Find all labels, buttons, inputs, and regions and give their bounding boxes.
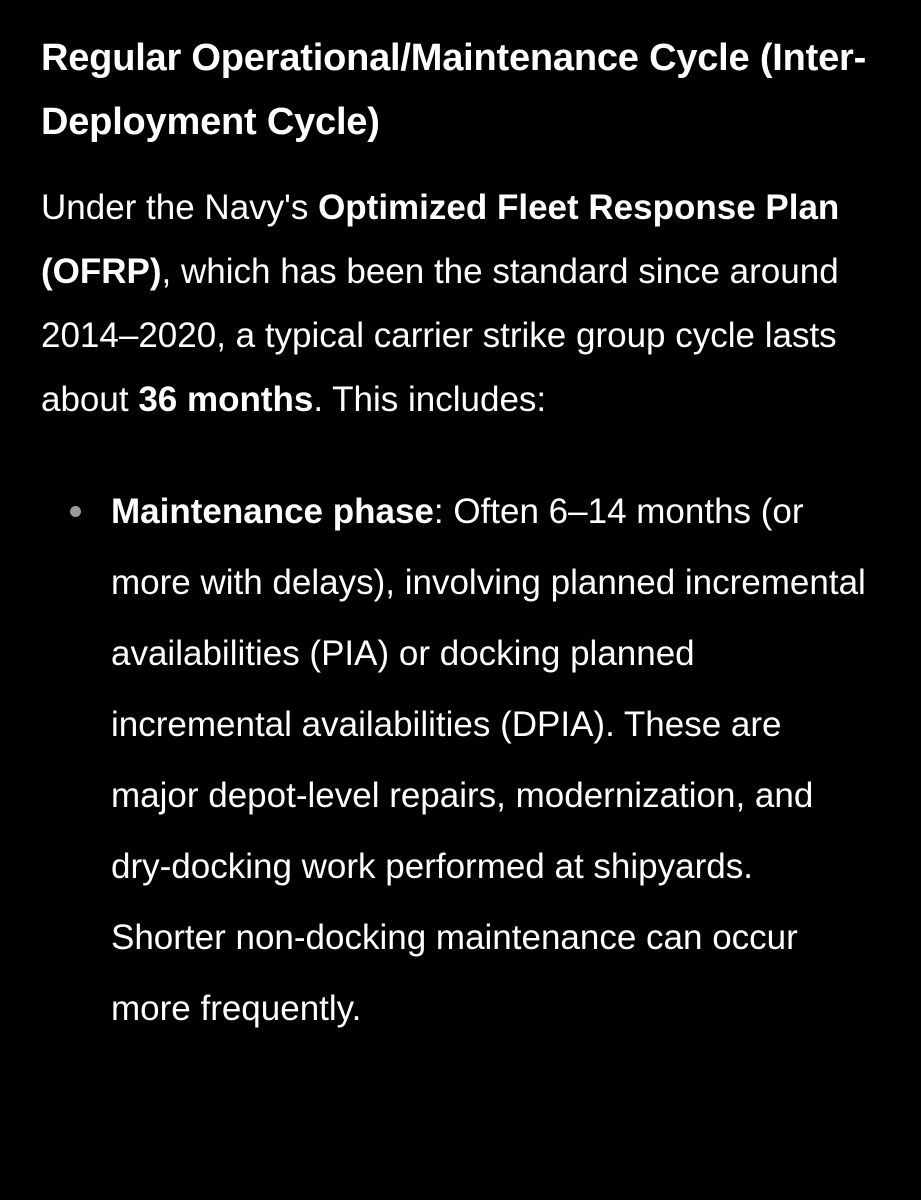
intro-paragraph xyxy=(41,176,891,432)
intro-suffix: . This includes: xyxy=(313,380,547,419)
bullet-term: Maintenance phase xyxy=(111,492,434,531)
phase-list xyxy=(41,476,901,1044)
bullet-separator: : xyxy=(433,492,454,531)
intro-prefix: Under the Navy's xyxy=(41,188,319,227)
section-heading: Regular Operational/Maintenance Cycle (Inter-Deployment Cycle) xyxy=(41,37,867,143)
bullet-text: Often 6–14 months (or more with delays), involving planned incremental availabilities (PIA) or docking planned incremental availabilities (DPIA). These are major depot-level repairs, modernization, and dry-docking work performed at shipyards. Shorter non-docking maintenance can occur more frequently. xyxy=(111,492,866,1028)
bullet-icon xyxy=(70,506,81,517)
message-content xyxy=(41,26,901,1044)
intro-middle: , which has been the standard since around 2014–2020, a typical carrier strike group cycle lasts about xyxy=(41,252,839,419)
cycle-duration: 36 months xyxy=(138,380,314,419)
plan-name: Optimized Fleet Response Plan (OFRP) xyxy=(41,188,840,291)
list-item xyxy=(41,476,871,1044)
